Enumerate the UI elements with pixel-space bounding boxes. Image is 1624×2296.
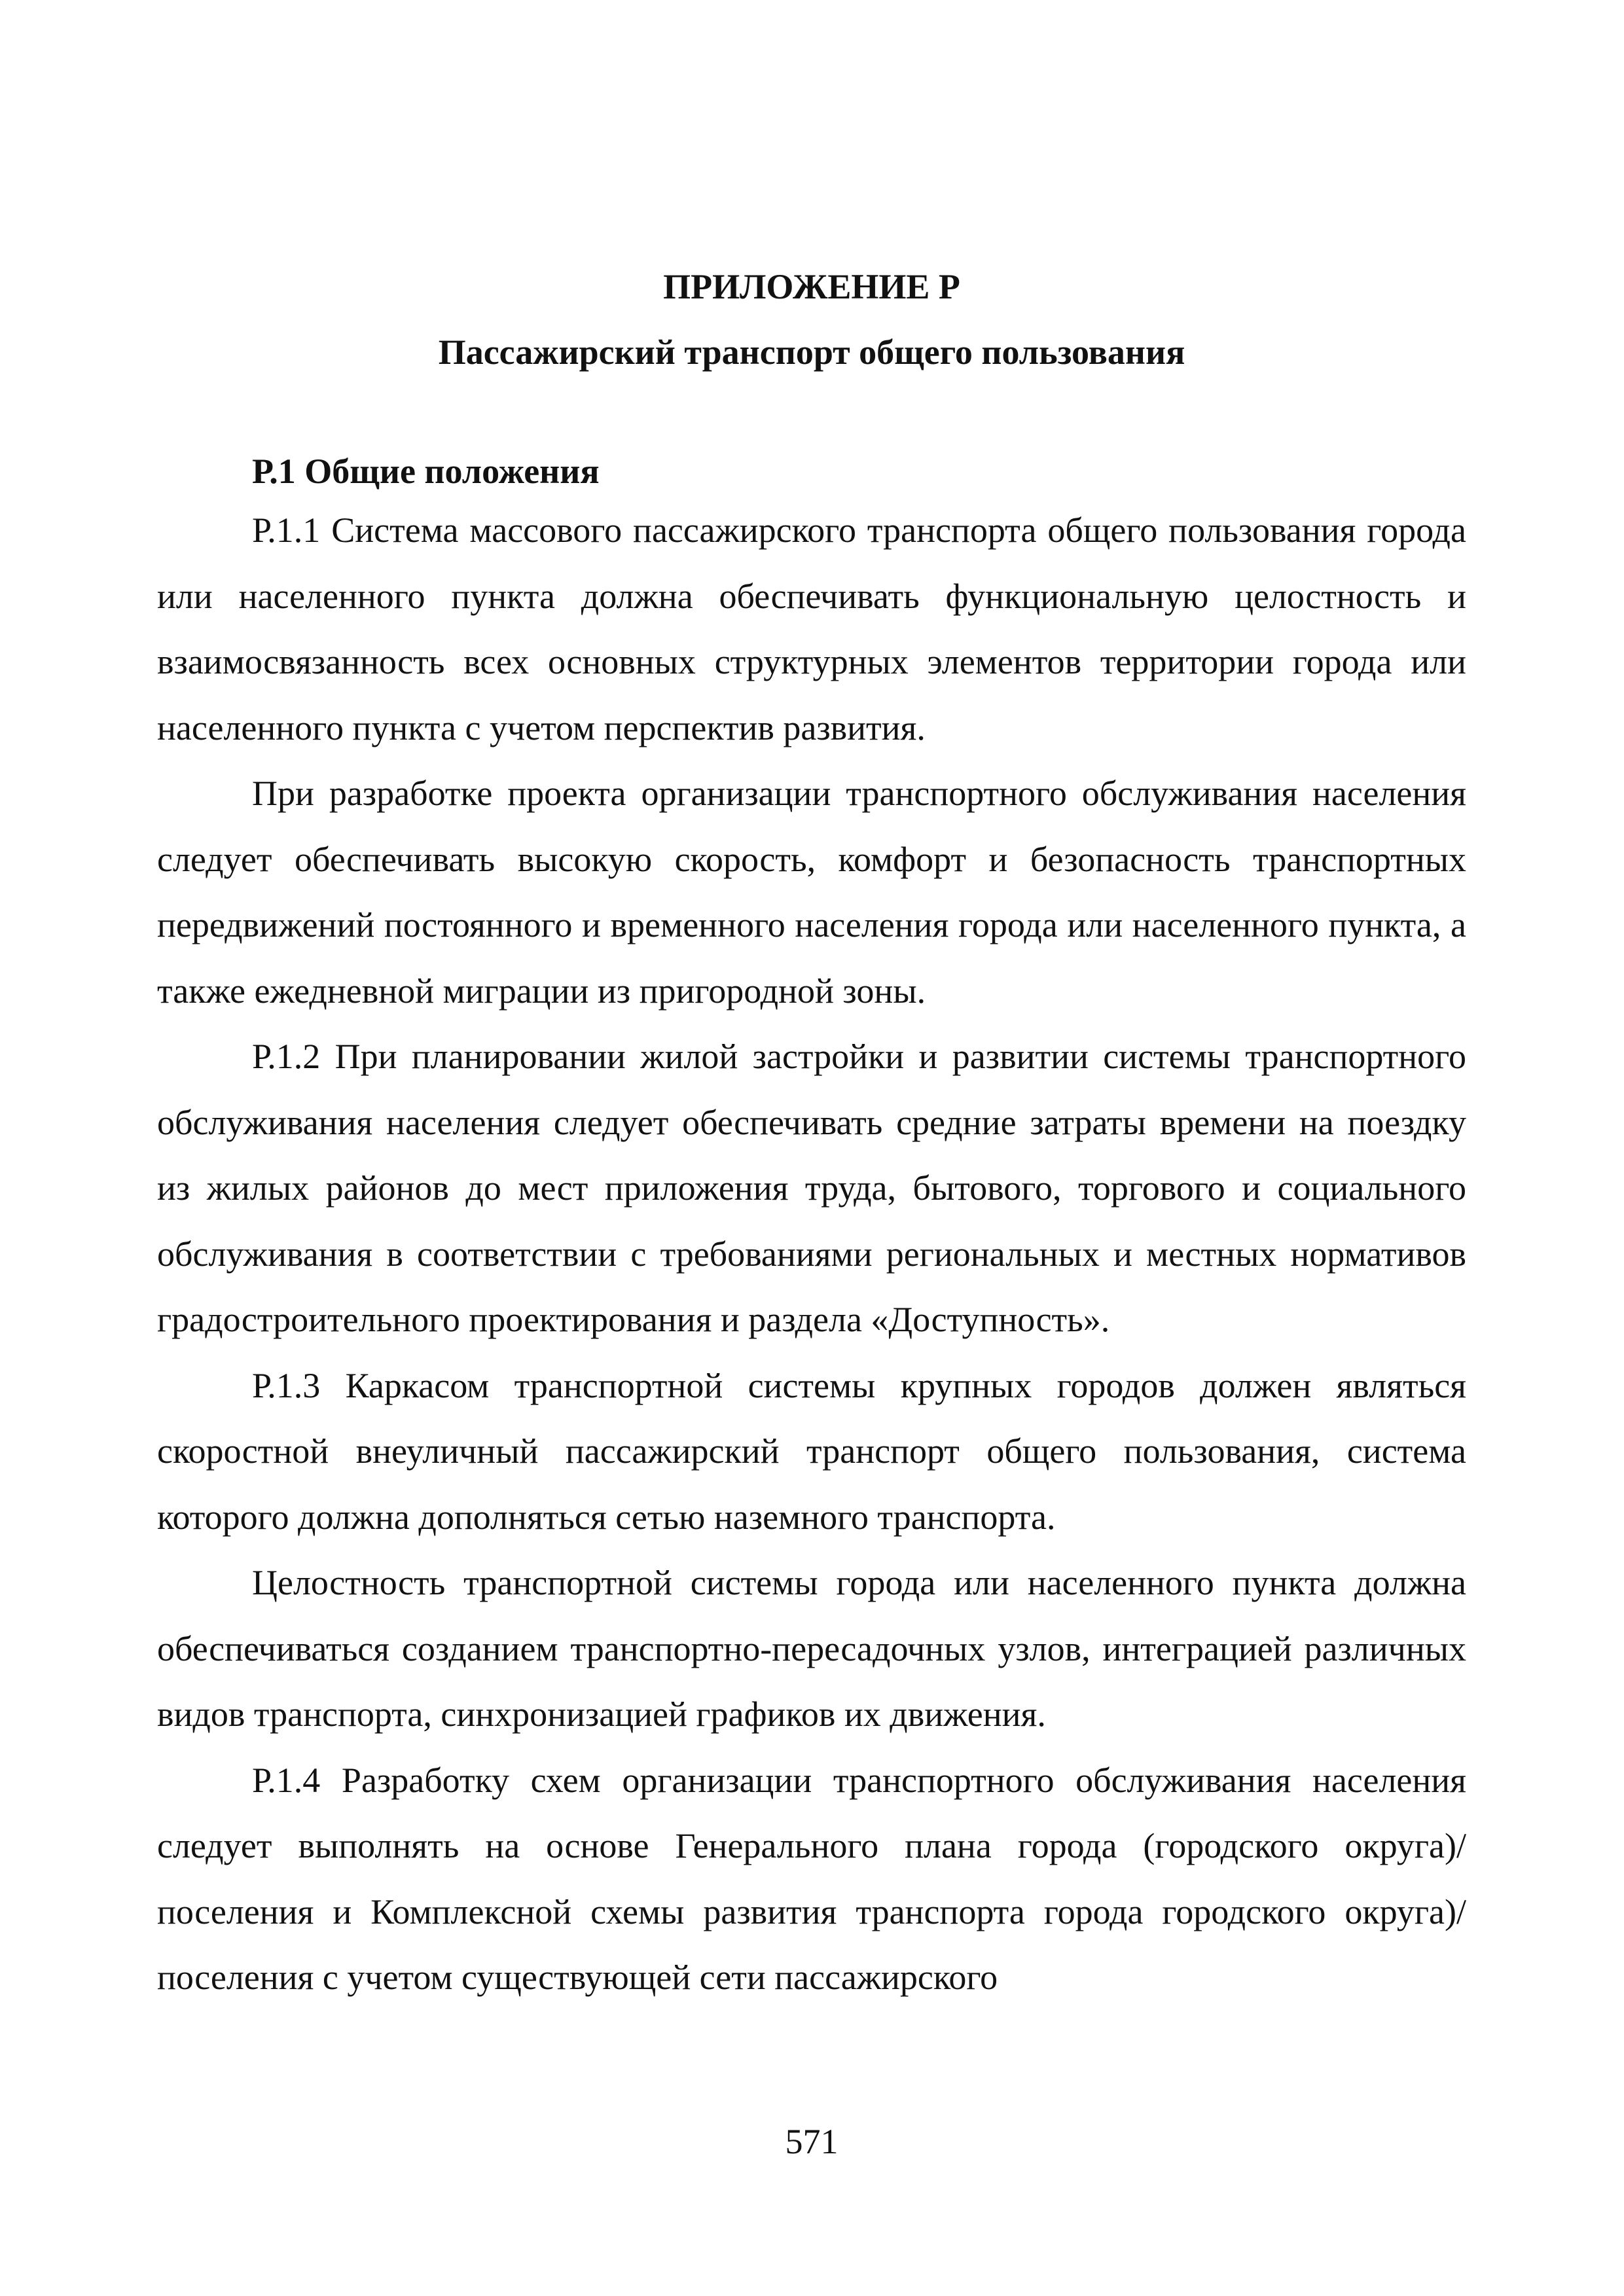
paragraph-p-1-1: Р.1.1 Система массового пассажирского транспорта общего пользования города или населенного пункта должна обеспечивать функциональную целостность и взаимосвязанность всех основных структурных элементов территории города или населенного пункта с учетом перспектив развития.	[157, 511, 1466, 747]
paragraph-integrity: Целостность транспортной системы города или населенного пункта должна обеспечиваться созданием транспортно-пересадочных узлов, интеграцией различных видов транспорта, синхронизацией графиков их движения.	[157, 1563, 1466, 1734]
document-page	[157, 0, 1466, 2296]
appendix-title: ПРИЛОЖЕНИЕ Р	[663, 267, 960, 306]
page-number: 571	[785, 2122, 839, 2161]
paragraph-p-1-4: Р.1.4 Разработку схем организации транспортного обслуживания населения следует выполнять на основе Генерального плана города (городского округа)/поселения и Комплексной схемы развития транспорта города городского округа)/поселения с учетом существующей сети пассажирского	[157, 1760, 1466, 1997]
appendix-subtitle: Пассажирский транспорт общего пользования	[438, 332, 1185, 372]
paragraph-p-1-2: Р.1.2 При планировании жилой застройки и развитии системы транспортного обслуживания населения следует обеспечивать средние затраты времени на поездку из жилых районов до мест приложения труда, бытового, торгового и социального обслуживания в соответствии с требованиями региональных и местных нормативов градостроительного проектирования и раздела «Доступность».	[157, 1037, 1466, 1339]
body-text	[157, 445, 1466, 2011]
paragraph-design-project: При разработке проекта организации транспортного обслуживания населения следует обеспечивать высокую скорость, комфорт и безопасность транспортных передвижений постоянного и временного населения города или населенного пункта, а также ежедневной миграции из пригородной зоны.	[157, 774, 1466, 1011]
paragraph-p-1-3: Р.1.3 Каркасом транспортной системы крупных городов должен являться скоростной внеуличный пассажирский транспорт общего пользования, система которого должна дополняться сетью наземного транспорта.	[157, 1365, 1466, 1537]
section-heading: Р.1 Общие положения	[252, 452, 600, 491]
